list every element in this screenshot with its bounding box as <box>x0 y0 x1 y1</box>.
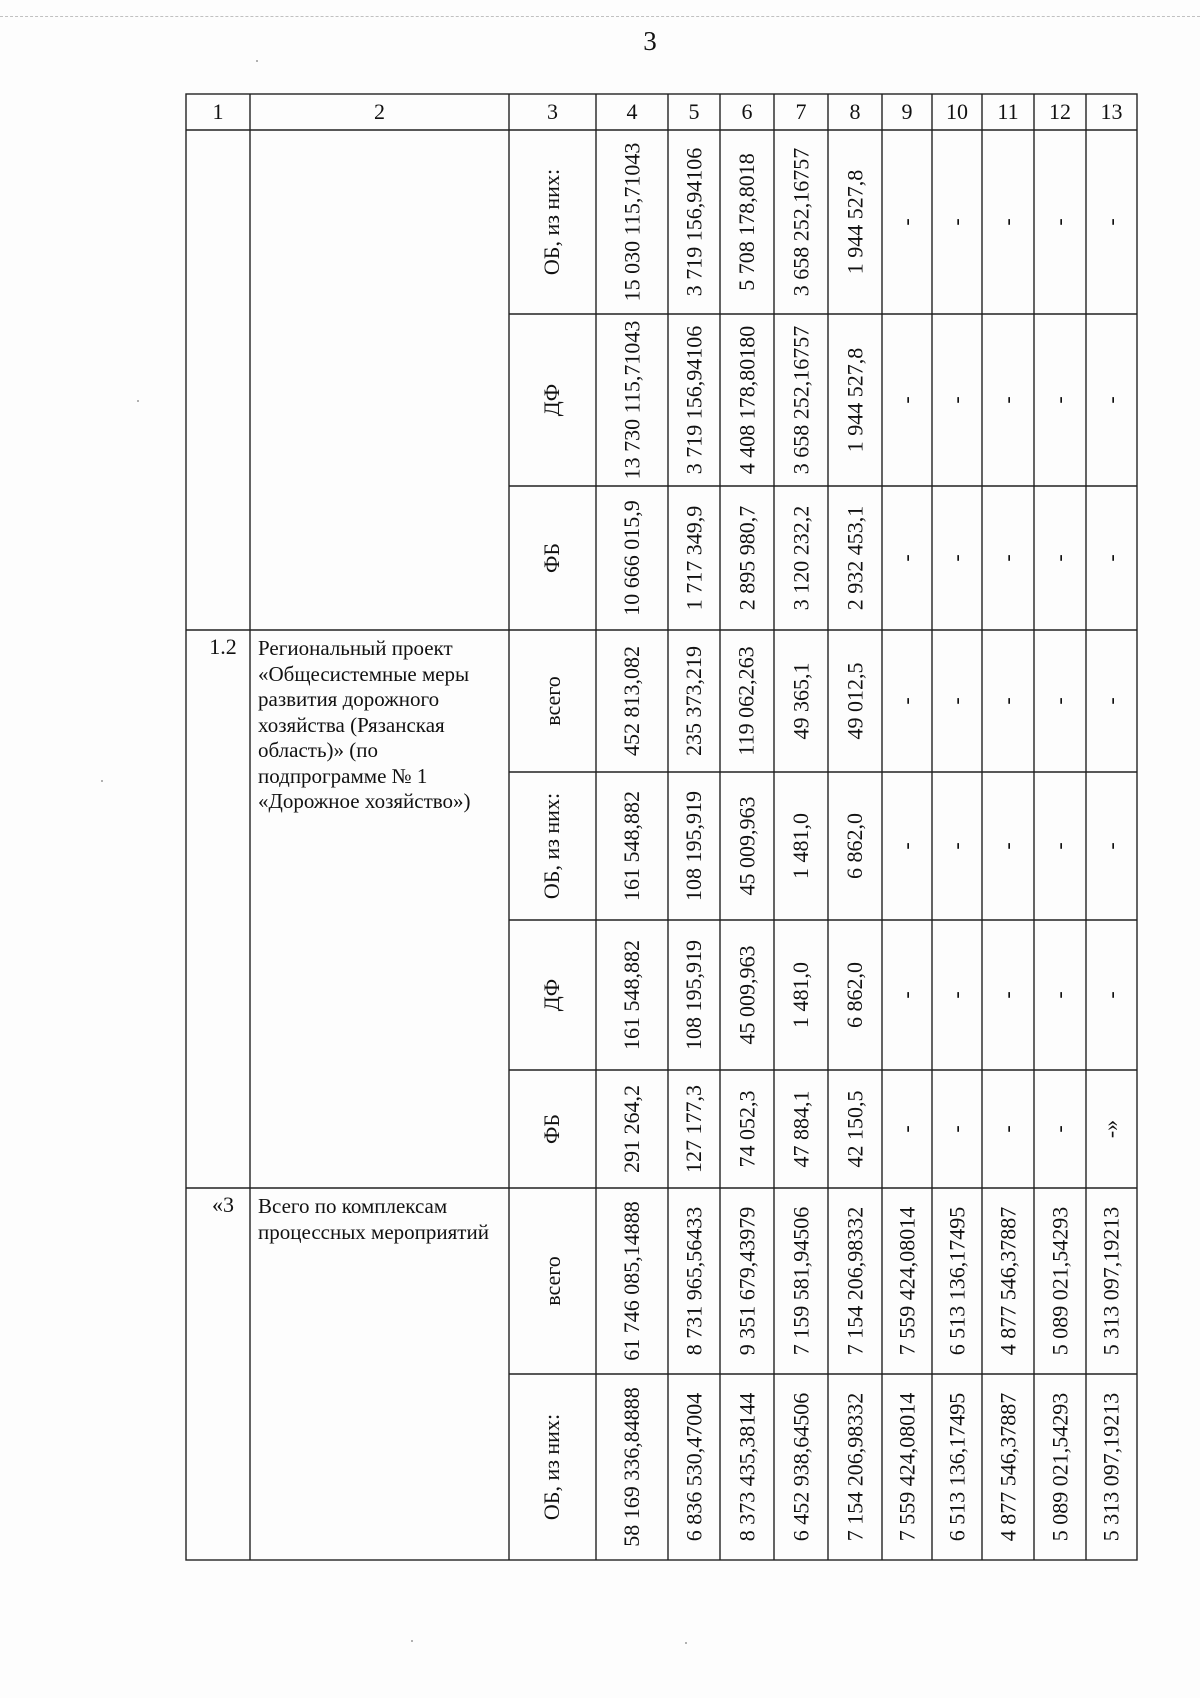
table-cell: 45 009,963 <box>734 796 759 896</box>
table-cell: 1 944 527,8 <box>842 169 867 275</box>
table-cell: - <box>893 1125 919 1133</box>
table-cell: - <box>943 842 969 850</box>
table-cell: 4 877 546,37887 <box>995 1392 1020 1542</box>
table-cell: 7 154 206,98332 <box>842 1206 867 1356</box>
scan-speck <box>256 60 258 62</box>
table-cell: 5 708 178,8018 <box>734 153 759 291</box>
header-col-7: 7 <box>795 99 807 124</box>
table-cell: 108 195,919 <box>681 791 706 901</box>
page-number: 3 <box>643 26 657 56</box>
table-cell: 8 731 965,56433 <box>681 1206 706 1356</box>
table-cell: 3 658 252,16757 <box>788 325 813 475</box>
table-cell: - <box>893 842 919 850</box>
header-col-6: 6 <box>741 99 753 124</box>
table-cell: 7 559 424,08014 <box>894 1206 919 1356</box>
table-cell: 2 932 453,1 <box>842 505 867 611</box>
table-cell: - <box>943 697 969 705</box>
table-cell: 42 150,5 <box>842 1090 867 1168</box>
table-cell: - <box>1098 842 1124 850</box>
table-cell: 6 862,0 <box>842 962 867 1028</box>
table-cell: 291 264,2 <box>619 1085 644 1173</box>
header-col-3: 3 <box>547 99 558 124</box>
table-cell: 4 408 178,80180 <box>734 325 759 475</box>
table-cell: - <box>1046 842 1072 850</box>
table-cell: - <box>1098 554 1124 562</box>
table-cell: - <box>994 697 1020 705</box>
table-cell: 47 884,1 <box>788 1090 813 1168</box>
table-cell: - <box>994 218 1020 226</box>
table-cell: 3 719 156,94106 <box>681 325 706 475</box>
table-cell: - <box>994 396 1020 404</box>
table-cell: 108 195,919 <box>681 940 706 1050</box>
table-cell: 7 159 581,94506 <box>788 1206 813 1356</box>
row-label: ДФ <box>539 383 565 417</box>
table-cell: - <box>1098 991 1124 999</box>
table-cell: 58 169 336,84888 <box>619 1387 644 1547</box>
table-cell: 49 365,1 <box>788 662 813 740</box>
table-cell: 10 666 015,9 <box>619 500 644 616</box>
table-cell: 161 548,882 <box>619 940 644 1050</box>
table-cell: - <box>1046 218 1072 226</box>
header-col-11: 11 <box>997 99 1019 124</box>
table-cell: 119 062,263 <box>734 646 759 756</box>
header-col-12: 12 <box>1049 99 1071 124</box>
table-cell: 6 513 136,17495 <box>944 1206 969 1356</box>
table-cell: 9 351 679,43979 <box>734 1206 759 1356</box>
table-cell: - <box>994 554 1020 562</box>
table-cell: 5 313 097,19213 <box>1098 1392 1124 1542</box>
table-cell: 6 452 938,64506 <box>788 1392 813 1542</box>
table-cell: 5 313 097,19213 <box>1098 1206 1124 1356</box>
table-cell: 6 862,0 <box>842 813 867 879</box>
table-cell: 7 154 206,98332 <box>842 1392 867 1542</box>
scan-speck <box>411 1640 413 1642</box>
row-label: ФБ <box>539 1113 565 1145</box>
table-cell: 8 373 435,38144 <box>734 1392 759 1542</box>
table-cell: - <box>1098 396 1124 404</box>
table-cell: 61 746 085,14888 <box>619 1201 644 1361</box>
table-cell: 127 177,3 <box>681 1085 706 1173</box>
table-cell: 13 730 115,71043 <box>619 320 644 480</box>
table-cell: - <box>994 1125 1020 1133</box>
table-cell: - <box>1046 1125 1072 1133</box>
table-cell: - <box>893 218 919 226</box>
table-cell: 161 548,882 <box>619 791 644 901</box>
row-title: Региональный проект «Общесистемные меры развития дорожного хозяйства (Рязанская область)» (по подпрограмме № 1 «Дорожное хозяйство») <box>258 636 471 813</box>
row-number: «3 <box>212 1192 234 1217</box>
table-cell: - <box>994 991 1020 999</box>
row-number: 1.2 <box>209 634 237 659</box>
table-cell: 3 120 232,2 <box>788 505 813 611</box>
header-col-9: 9 <box>901 99 913 124</box>
row-label: ДФ <box>539 978 565 1012</box>
row-label: ОБ, из них: <box>539 792 565 900</box>
table-cell: 452 813,082 <box>619 646 644 756</box>
table-cell: - <box>943 991 969 999</box>
table-cell: - <box>994 842 1020 850</box>
table-cell: 235 373,219 <box>681 646 706 756</box>
table-cell: 15 030 115,71043 <box>619 142 644 302</box>
table-cell: - <box>893 396 919 404</box>
scan-speck <box>137 400 139 402</box>
table-cell: - <box>1046 991 1072 999</box>
header-col-10: 10 <box>946 99 968 124</box>
table-cell: 7 559 424,08014 <box>894 1392 919 1542</box>
table-cell: 3 658 252,16757 <box>788 147 813 297</box>
table-cell: 49 012,5 <box>842 662 867 740</box>
table-cell: - <box>1098 697 1124 705</box>
header-col-5: 5 <box>688 99 700 124</box>
table-cell: 45 009,963 <box>734 945 759 1045</box>
table-cell: 5 089 021,54293 <box>1047 1206 1072 1356</box>
table-cell: 6 836 530,47004 <box>681 1392 706 1542</box>
scan-speck <box>685 1642 687 1644</box>
table-cell: - <box>943 218 969 226</box>
table-cell: 5 089 021,54293 <box>1047 1392 1072 1542</box>
table-cell: 4 877 546,37887 <box>995 1206 1020 1356</box>
header-col-13: 13 <box>1100 99 1123 124</box>
table-cell: 1 944 527,8 <box>842 347 867 453</box>
table-cell: 74 052,3 <box>734 1090 759 1168</box>
table-cell: 1 481,0 <box>788 962 813 1028</box>
scan-speck <box>101 780 103 782</box>
table-cell: - <box>1098 218 1124 226</box>
table-cell: 6 513 136,17495 <box>944 1392 969 1542</box>
table-cell: - <box>943 1125 969 1133</box>
table-cell: - <box>1046 554 1072 562</box>
row-label: ОБ, из них: <box>539 1413 565 1521</box>
row-label: ОБ, из них: <box>539 168 565 276</box>
table-cell: - <box>893 697 919 705</box>
table-cell: - <box>893 991 919 999</box>
table-cell: 2 895 980,7 <box>734 505 759 611</box>
table-cell: - <box>943 396 969 404</box>
table-cell: - <box>943 554 969 562</box>
header-col-1: 1 <box>212 99 224 124</box>
table-cell: - <box>1046 697 1072 705</box>
header-col-8: 8 <box>849 99 861 124</box>
table-cell: 1 717 349,9 <box>681 505 706 611</box>
table-cell: -» <box>1098 1119 1124 1139</box>
row-title: Всего по комплексам процессных мероприятий <box>258 1194 489 1244</box>
table-cell: 3 719 156,94106 <box>681 147 706 297</box>
table-cell: 1 481,0 <box>788 813 813 879</box>
row-label: ФБ <box>539 542 565 574</box>
table-cell: - <box>1046 396 1072 404</box>
row-label: всего <box>539 676 565 726</box>
header-col-2: 2 <box>374 99 385 124</box>
header-col-4: 4 <box>626 99 638 124</box>
table-cell: - <box>893 554 919 562</box>
row-label: всего <box>539 1256 565 1306</box>
